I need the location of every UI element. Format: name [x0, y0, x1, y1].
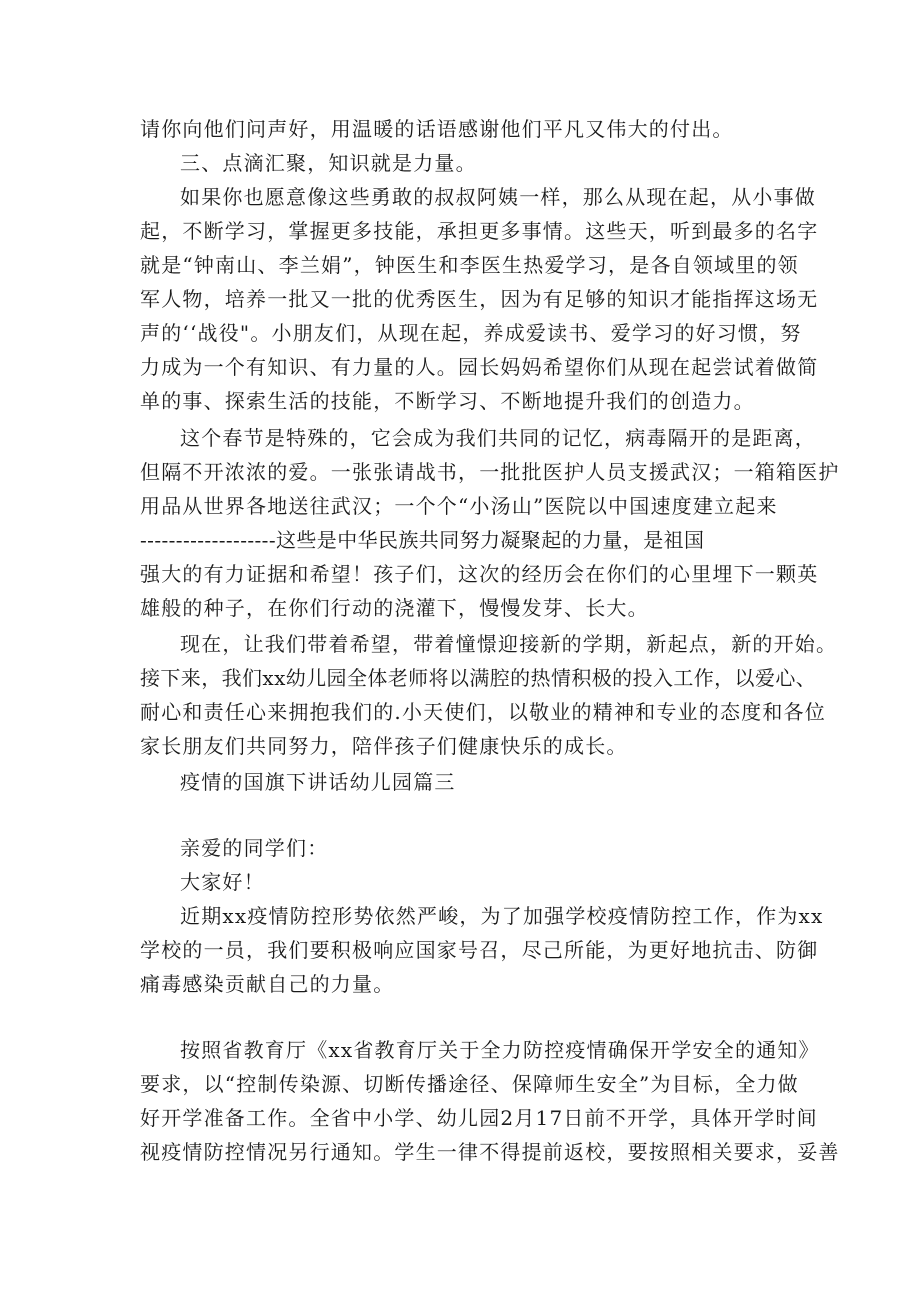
text-line: 声的‘‘战役"。小朋友们，从现在起，养成爱读书、爱学习的好习惯，努 — [140, 321, 802, 345]
section-title: 疫情的国旗下讲话幼儿园篇三 — [180, 770, 456, 794]
text-line: 家长朋友们共同努力，陪伴孩子们健康快乐的成长。 — [140, 734, 628, 758]
text-line: 视疫情防控情况另行通知。学生一律不得提前返校，要按照相关要求，妥善 — [140, 1140, 840, 1164]
text-line: 学校的一员，我们要积极响应国家号召，尽己所能，为更好地抗击、防御 — [140, 938, 819, 962]
text-line: 接下来，我们xx幼儿园全体老师将以满腔的热情积极的投入工作，以爱心、 — [140, 666, 817, 690]
text-line: 军人物，培养一批又一批的优秀医生，因为有足够的知识才能指挥这场无 — [140, 287, 819, 311]
text-line: 用品从世界各地送往武汉；一个个“小汤山”医院以中国速度建立起来 — [140, 494, 778, 518]
text-line: 单的事、探索生活的技能，不断学习、不断地提升我们的创造力。 — [140, 389, 755, 413]
text-line: 如果你也愿意像这些勇敢的叔叔阿姨一样，那么从现在起，从小事做 — [180, 185, 816, 209]
text-line: 力成为一个有知识、有力量的人。园长妈妈希望你们从现在起尝试着做简 — [140, 355, 819, 379]
text-line: 强大的有力证据和希望！孩子们，这次的经历会在你们的心里埋下一颗英 — [140, 562, 819, 586]
text-line: 雄般的种子，在你们行动的浇灌下，慢慢发芽、长大。 — [140, 596, 649, 620]
text-line: 就是“钟南山、李兰娟”，钟医生和李医生热爱学习，是各自领域里的领 — [140, 253, 799, 277]
greeting: 亲爱的同学们： — [180, 836, 329, 860]
text-line: 要求，以“控制传染源、切断传播途径、保障师生安全”为目标，全力做 — [140, 1072, 799, 1096]
text-line: 这个春节是特殊的，它会成为我们共同的记忆，病毒隔开的是距离， — [180, 426, 816, 450]
text-line: 按照省教育厅《xx省教育厅关于全力防控疫情确保开学安全的通知》 — [180, 1038, 820, 1062]
text-line: 耐心和责任心来拥抱我们的.小天使们，以敬业的精神和专业的态度和各位 — [140, 700, 826, 724]
text-line: 好开学准备工作。全省中小学、幼儿园2月17日前不开学，具体开学时间 — [140, 1106, 818, 1130]
text-line: 起，不断学习，掌握更多技能，承担更多事情。这些天，听到最多的名字 — [140, 219, 819, 243]
text-line: 现在，让我们带着希望，带着憧憬迎接新的学期，新起点，新的开始。 — [180, 632, 838, 656]
text-line: 痛毒感染贡献自己的力量。 — [140, 972, 395, 996]
section-heading: 三、点滴汇聚，知识就是力量。 — [180, 151, 477, 175]
text-line: -------------------这些是中华民族共同努力凝聚起的力量，是祖国 — [140, 528, 705, 552]
text-line: 请你向他们问声好，用温暖的话语感谢他们平凡又伟大的付出。 — [140, 117, 734, 141]
text-line: 近期xx疫情防控形势依然严峻，为了加强学校疫情防控工作，作为xx — [180, 904, 824, 928]
text-line: 但隔不开浓浓的爱。一张张请战书，一批批医护人员支援武汉；一箱箱医护 — [140, 460, 840, 484]
greeting: 大家好！ — [180, 870, 265, 894]
